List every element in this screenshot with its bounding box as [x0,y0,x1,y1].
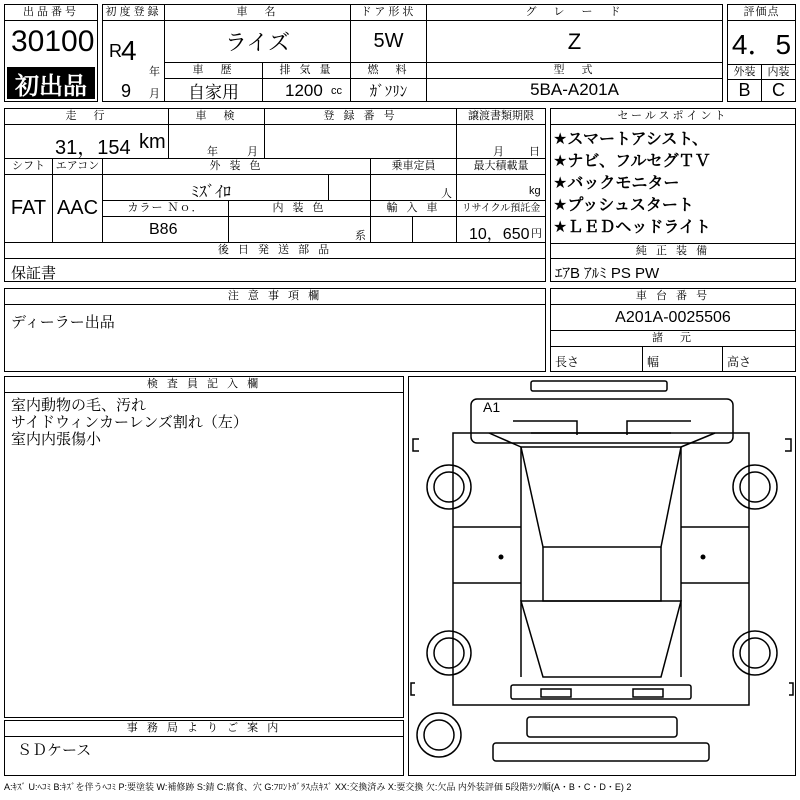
month-unit: 月 [149,88,160,100]
fuel-value: ｶﾞｿﾘﾝ [351,79,427,101]
inspection-year-unit: 年 [207,146,218,158]
sales-block [550,108,796,282]
int-label: 内装 [762,65,795,80]
interior-cell [229,217,371,243]
load-cell [457,175,545,201]
top-left-block [4,4,98,102]
mileage-value: 31，154 [55,137,131,159]
caution-label: 注 意 事 項 欄 [5,289,545,305]
color-no-cell [103,217,229,243]
import-cell-b [413,217,457,243]
aircon-label: エアコン [53,159,103,175]
width-cell [643,347,723,371]
year-value: 4 [121,35,137,66]
exterior-cell [103,175,329,201]
height-label: 高さ [727,355,752,369]
recycle-label: リサイクル預託金 [457,201,545,217]
transfer-cell [457,125,545,159]
sales-list [553,129,711,239]
color-no-value: B86 [149,221,178,238]
reg-no-label: 登 録 番 号 [265,109,457,125]
lot-label: 出品番号 [5,5,97,21]
damage-mark-a1: A1 [483,399,501,415]
model-code-value: 5BA-A201A [530,80,619,99]
sales-item: ★バックモニター [553,175,680,192]
capacity-label: 乗車定員 [371,159,457,175]
displacement-label: 排 気 量 [263,63,351,79]
chassis-value: A201A-0025506 [551,305,795,331]
lot-number: 30100 [11,25,95,58]
exterior-label: 外 装 色 [103,159,371,175]
door-value: 5W [351,21,427,63]
inspector-note: 室内動物の毛、汚れ [11,397,147,414]
year-unit: 年 [149,66,160,78]
car-outline [409,377,795,775]
legend: A:ｷｽﾞ U:ﾍｺﾐ B:ｷｽﾞを伴うﾍｺﾐ P:要塗装 W:補修跡 S:錆 C:腐食、穴 G:ﾌﾛﾝﾄｶﾞﾗｽ点ｷｽﾞ XX:交換済み X:要交換 欠:欠品 内外装評価 5段階ﾗﾝｸ順(A・B・C・D・E) 2 [4,782,632,792]
int-value: C [772,80,785,100]
transfer-label: 譲渡書類期限 [457,109,545,125]
width-label: 幅 [647,355,660,369]
inspector-note: サイドウィンカーレンズ割れ（左） [11,414,248,431]
score-block [727,4,796,102]
interior-unit: 系 [355,230,366,242]
inspector-block [4,376,404,718]
model-code-label: 型 式 [427,63,722,79]
inspector-label: 検 査 員 記 入 欄 [5,377,403,393]
grade-value: Z [427,21,722,63]
recycle-unit: 円 [531,228,542,240]
sales-label: セールスポイント [551,109,795,125]
caution-block [4,288,546,372]
aircon-value: AAC [53,175,103,243]
inspection-label: 車 検 [169,109,265,125]
car-name-label: 車 名 [165,5,351,21]
inspection-cell [169,125,265,159]
import-label: 輸 入 車 [371,201,457,217]
interior-label: 内 装 色 [229,201,371,217]
mileage-unit: km [139,131,166,153]
inspector-note: 室内内張傷小 [11,431,102,448]
reg-no-cell [265,125,457,159]
length-cell [551,347,643,371]
ext-label: 外装 [728,65,762,80]
capacity-unit: 人 [441,188,452,200]
height-cell [723,347,795,371]
score-label: 評価点 [728,5,795,21]
month-value: 9 [121,81,132,101]
sales-item: ★ＬＥＤヘッドライト [553,219,711,236]
history-label: 車 歴 [165,63,263,79]
exterior-extra-cell [329,175,371,201]
later-label: 後 日 発 送 部 品 [5,243,545,259]
ext-value: B [728,80,762,101]
chassis-label: 車 台 番 号 [551,289,795,305]
color-no-label: カラー Ｎｏ． [103,201,229,217]
equipment-value: ｴｱB ｱﾙﾐ PS PW [555,265,660,282]
inspector-notes [11,397,248,448]
shift-value: FAT [5,175,53,243]
office-block [4,720,404,776]
first-listing-badge: 初出品 [7,67,95,99]
import-cell-a [371,217,413,243]
load-unit: kg [529,185,541,197]
chassis-block [550,288,796,372]
length-label: 長さ [555,355,580,369]
era-value: R [109,41,122,61]
first-reg-cell [103,21,165,101]
displacement-cell [263,79,351,101]
capacity-cell [371,175,457,201]
first-reg-label: 初度登録 [103,5,165,21]
top-main-block [102,4,723,102]
office-value: ＳＤケース [17,742,92,759]
transfer-month-unit: 月 [493,146,504,158]
mileage-label: 走 行 [5,109,169,125]
displacement-unit: cc [331,85,342,97]
shift-label: シフト [5,159,53,175]
score-value: 4．5 [728,21,795,65]
inspection-month-unit: 月 [247,146,258,158]
grade-label: グ レ ー ド [427,5,722,21]
sales-item: ★スマートアシスト、 [553,131,708,148]
later-value: 保証書 [11,265,57,282]
car-name-value: ライズ [165,21,351,63]
transfer-day-unit: 日 [529,146,540,158]
exterior-value: ﾐｽﾞｲﾛ [191,184,232,201]
car-diagram [408,376,796,776]
caution-value: ディーラー出品 [11,314,115,331]
mileage-cell [5,125,169,159]
dims-label: 諸 元 [551,331,795,347]
sales-item: ★プッシュスタート [553,197,694,214]
equipment-label: 純 正 装 備 [551,243,795,259]
load-label: 最大積載量 [457,159,545,175]
fuel-label: 燃 料 [351,63,427,79]
sales-item: ★ナビ、フルセグＴＶ [553,153,711,170]
office-label: 事 務 局 よ り ご 案 内 [5,721,403,737]
displacement-value: 1200 [285,81,323,100]
recycle-cell [457,217,545,243]
history-value: 自家用 [165,79,263,101]
details-block [4,108,546,282]
recycle-value: 10，650 [469,226,530,243]
door-label: ドア形状 [351,5,427,21]
